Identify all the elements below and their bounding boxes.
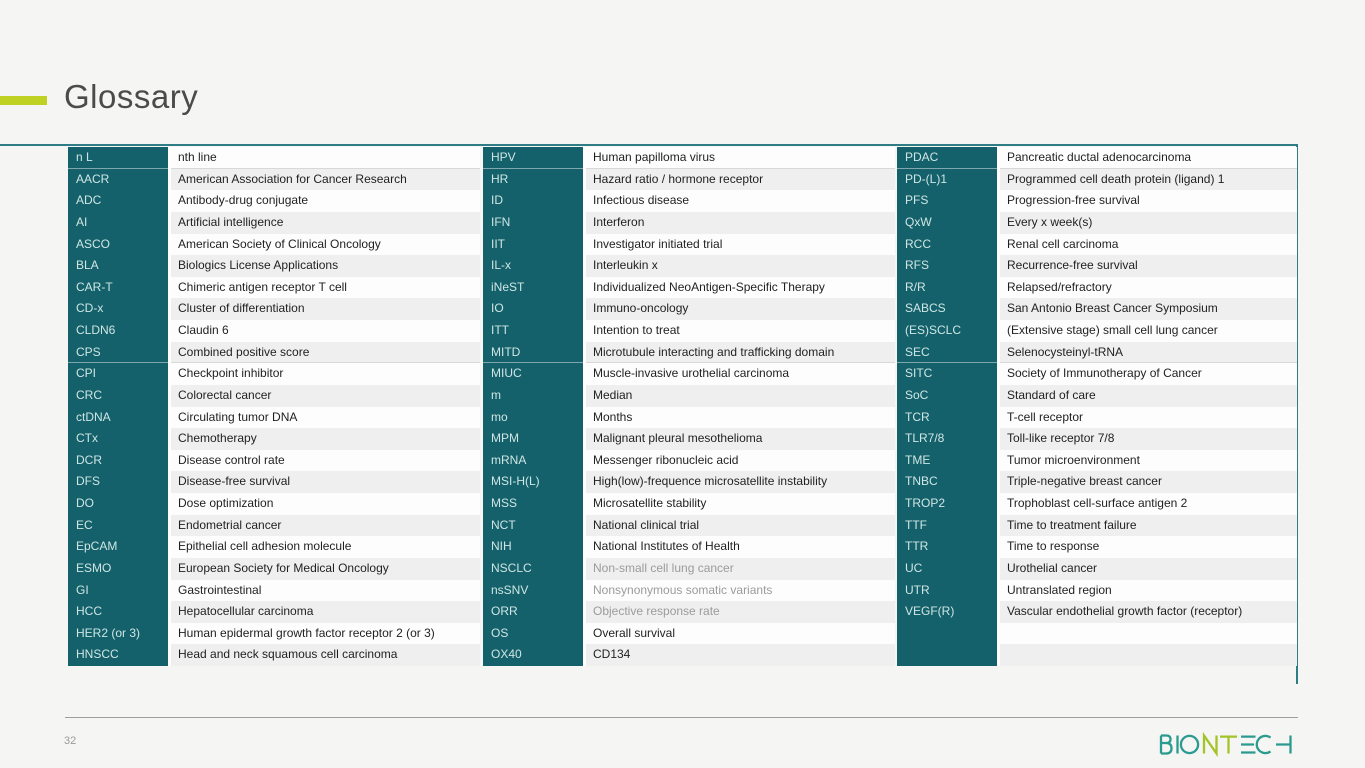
glossary-definition: Individualized NeoAntigen-Specific Therapy [586,277,895,299]
glossary-definition: American Society of Clinical Oncology [171,234,480,256]
glossary-abbr: EpCAM [68,536,168,558]
logo-letter-t [1220,737,1237,754]
glossary-abbr: nsSNV [483,580,583,602]
glossary-abbr: SEC [897,342,997,364]
glossary-abbr: TME [897,450,997,472]
glossary-row [483,623,895,645]
glossary-row [68,644,480,666]
glossary-row [483,536,895,558]
glossary-abbr: CRC [68,385,168,407]
glossary-definition: Urothelial cancer [1000,558,1297,580]
glossary-row [68,536,480,558]
glossary-abbr: NIH [483,536,583,558]
glossary-row [897,536,1297,558]
logo-letter-n [1204,736,1217,754]
glossary-abbr: IIT [483,234,583,256]
glossary-abbr: OS [483,623,583,645]
glossary-row [897,234,1297,256]
glossary-row [897,342,1297,364]
glossary-definition: Infectious disease [586,190,895,212]
glossary-row [897,169,1297,191]
glossary-definition: nth line [171,147,480,169]
glossary-definition: Time to treatment failure [1000,515,1297,537]
glossary-row [897,385,1297,407]
glossary-row [897,558,1297,580]
glossary-definition: Microsatellite stability [586,493,895,515]
glossary-row [897,493,1297,515]
glossary-definition: Months [586,407,895,429]
biontech-logo [1157,732,1298,757]
glossary-row [68,385,480,407]
glossary-definition: Circulating tumor DNA [171,407,480,429]
glossary-row [897,147,1297,169]
glossary-abbr: CAR-T [68,277,168,299]
glossary-definition: Antibody-drug conjugate [171,190,480,212]
glossary-definition: Colorectal cancer [171,385,480,407]
glossary-row [483,255,895,277]
glossary-row [68,580,480,602]
glossary-column-2 [483,147,895,666]
glossary-definition: Malignant pleural mesothelioma [586,428,895,450]
glossary-abbr: IO [483,298,583,320]
glossary-row [68,493,480,515]
glossary-definition: Relapsed/refractory [1000,277,1297,299]
glossary-definition: Objective response rate [586,601,895,623]
glossary-row [483,644,895,666]
glossary-abbr: BLA [68,255,168,277]
glossary-abbr: ESMO [68,558,168,580]
glossary-row [483,558,895,580]
slide-title: Glossary [64,78,199,115]
glossary-abbr [897,644,997,666]
glossary-row [897,644,1297,666]
glossary-abbr: MITD [483,342,583,364]
glossary-definition: San Antonio Breast Cancer Symposium [1000,298,1297,320]
glossary-abbr: DFS [68,471,168,493]
glossary-row [897,601,1297,623]
glossary-abbr: TLR7/8 [897,428,997,450]
glossary-row [897,298,1297,320]
glossary-column-1 [68,147,480,666]
glossary-abbr: HNSCC [68,644,168,666]
glossary-abbr: RFS [897,255,997,277]
glossary-definition: Investigator initiated trial [586,234,895,256]
glossary-definition: Artificial intelligence [171,212,480,234]
glossary-row [483,147,895,169]
glossary-abbr: SoC [897,385,997,407]
glossary-row [68,147,480,169]
glossary-row [483,234,895,256]
glossary-row [483,471,895,493]
glossary-row [68,363,480,385]
logo-letter-e [1241,737,1256,753]
glossary-definition: Chemotherapy [171,428,480,450]
glossary-definition: High(low)-frequence microsatellite instability [586,471,895,493]
glossary-definition: Trophoblast cell-surface antigen 2 [1000,493,1297,515]
glossary-abbr: ORR [483,601,583,623]
glossary-row [897,580,1297,602]
glossary-definition: Tumor microenvironment [1000,450,1297,472]
glossary-abbr: DO [68,493,168,515]
glossary-definition: Interleukin x [586,255,895,277]
glossary-abbr: AI [68,212,168,234]
glossary-abbr: TCR [897,407,997,429]
glossary-row [897,190,1297,212]
glossary-abbr: EC [68,515,168,537]
glossary-definition: Muscle-invasive urothelial carcinoma [586,363,895,385]
glossary-row [68,601,480,623]
glossary-abbr: PD-(L)1 [897,169,997,191]
glossary-abbr: NSCLC [483,558,583,580]
glossary-row [897,428,1297,450]
glossary-abbr: MSI-H(L) [483,471,583,493]
glossary-definition: Human epidermal growth factor receptor 2 (or 3) [171,623,480,645]
glossary-definition: Disease-free survival [171,471,480,493]
glossary-row [483,320,895,342]
footer-rule [65,717,1298,718]
glossary-definition: National clinical trial [586,515,895,537]
glossary-definition: Gastrointestinal [171,580,480,602]
logo-letter-c [1257,736,1271,753]
glossary-definition: Hepatocellular carcinoma [171,601,480,623]
glossary-row [68,212,480,234]
glossary-definition: Epithelial cell adhesion molecule [171,536,480,558]
glossary-abbr: VEGF(R) [897,601,997,623]
glossary-abbr: iNeST [483,277,583,299]
glossary-abbr: PDAC [897,147,997,169]
glossary-row [483,428,895,450]
glossary-abbr: CPI [68,363,168,385]
glossary-row [68,450,480,472]
glossary-definition: Non-small cell lung cancer [586,558,895,580]
glossary-row [483,190,895,212]
glossary-row [68,515,480,537]
page-number: 32 [64,735,77,747]
glossary-row [483,580,895,602]
glossary-abbr: CTx [68,428,168,450]
glossary-abbr: UTR [897,580,997,602]
glossary-row [68,277,480,299]
glossary-definition: Toll-like receptor 7/8 [1000,428,1297,450]
glossary-abbr: ctDNA [68,407,168,429]
glossary-abbr: R/R [897,277,997,299]
glossary-abbr: ITT [483,320,583,342]
glossary-definition: Nonsynonymous somatic variants [586,580,895,602]
glossary-abbr: UC [897,558,997,580]
glossary-row [483,515,895,537]
glossary-row [897,450,1297,472]
glossary-definition: Progression-free survival [1000,190,1297,212]
glossary-row [68,190,480,212]
glossary-definition: Combined positive score [171,342,480,364]
glossary-row [68,255,480,277]
glossary-definition: Endometrial cancer [171,515,480,537]
glossary-row [897,320,1297,342]
glossary-definition: Selenocysteinyl-tRNA [1000,342,1297,364]
glossary-row [483,169,895,191]
glossary-definition: Chimeric antigen receptor T cell [171,277,480,299]
glossary-row [68,342,480,364]
glossary-definition: T-cell receptor [1000,407,1297,429]
glossary-row [483,342,895,364]
glossary-definition: Messenger ribonucleic acid [586,450,895,472]
glossary-definition: Intention to treat [586,320,895,342]
glossary-row [68,234,480,256]
glossary-definition: Immuno-oncology [586,298,895,320]
glossary-definition: Pancreatic ductal adenocarcinoma [1000,147,1297,169]
glossary-row [897,407,1297,429]
glossary-abbr: ASCO [68,234,168,256]
glossary-abbr: mRNA [483,450,583,472]
glossary-definition: Overall survival [586,623,895,645]
glossary-abbr: MPM [483,428,583,450]
logo-letter-o [1181,736,1198,753]
glossary-definition: Recurrence-free survival [1000,255,1297,277]
glossary-definition [1000,623,1297,645]
glossary-definition: Biologics License Applications [171,255,480,277]
glossary-row [897,255,1297,277]
glossary-row [68,298,480,320]
glossary-definition: Claudin 6 [171,320,480,342]
glossary-definition: Interferon [586,212,895,234]
glossary-definition: Triple-negative breast cancer [1000,471,1297,493]
glossary-abbr: m [483,385,583,407]
glossary-abbr: SABCS [897,298,997,320]
glossary-row [897,363,1297,385]
table-top-rule [0,144,1298,146]
glossary-abbr: RCC [897,234,997,256]
glossary-row [897,212,1297,234]
glossary-definition: Programmed cell death protein (ligand) 1 [1000,169,1297,191]
logo-letter-h [1276,736,1291,754]
glossary-abbr: HER2 (or 3) [68,623,168,645]
glossary-definition: (Extensive stage) small cell lung cancer [1000,320,1297,342]
glossary-definition: CD134 [586,644,895,666]
glossary-abbr: CLDN6 [68,320,168,342]
glossary-definition: Every x week(s) [1000,212,1297,234]
glossary-definition: Dose optimization [171,493,480,515]
glossary-abbr: ADC [68,190,168,212]
logo-letter-b [1161,736,1172,754]
glossary-abbr: TTF [897,515,997,537]
glossary-definition: Hazard ratio / hormone receptor [586,169,895,191]
glossary-row [483,298,895,320]
glossary-definition: Standard of care [1000,385,1297,407]
glossary-abbr: CPS [68,342,168,364]
glossary-abbr: PFS [897,190,997,212]
glossary-definition: Median [586,385,895,407]
glossary-row [483,363,895,385]
glossary-row [483,212,895,234]
glossary-row [483,450,895,472]
glossary-abbr: mo [483,407,583,429]
glossary-definition: Society of Immunotherapy of Cancer [1000,363,1297,385]
glossary-row [68,169,480,191]
glossary-abbr: TTR [897,536,997,558]
glossary-abbr: QxW [897,212,997,234]
glossary-abbr: (ES)SCLC [897,320,997,342]
glossary-abbr: DCR [68,450,168,472]
glossary-abbr: ID [483,190,583,212]
glossary-definition: American Association for Cancer Research [171,169,480,191]
glossary-definition: Vascular endothelial growth factor (receptor) [1000,601,1297,623]
glossary-definition: Renal cell carcinoma [1000,234,1297,256]
title-accent-bar [0,96,47,105]
glossary-row [68,558,480,580]
glossary-row [897,515,1297,537]
glossary-abbr: NCT [483,515,583,537]
glossary-column-3 [897,147,1297,666]
glossary-abbr: n L [68,147,168,169]
glossary-row [897,277,1297,299]
glossary-row [68,623,480,645]
glossary-abbr: IL-x [483,255,583,277]
glossary-definition: Microtubule interacting and trafficking domain [586,342,895,364]
glossary-definition: National Institutes of Health [586,536,895,558]
glossary-row [483,385,895,407]
glossary-abbr: MSS [483,493,583,515]
glossary-abbr: HCC [68,601,168,623]
glossary-abbr: CD-x [68,298,168,320]
glossary-abbr: IFN [483,212,583,234]
glossary-abbr: AACR [68,169,168,191]
glossary-abbr: HR [483,169,583,191]
glossary-row [483,277,895,299]
glossary-definition: Head and neck squamous cell carcinoma [171,644,480,666]
glossary-abbr: HPV [483,147,583,169]
glossary-row [897,471,1297,493]
glossary-row [68,428,480,450]
glossary-abbr: TROP2 [897,493,997,515]
glossary-row [897,623,1297,645]
glossary-definition: Time to response [1000,536,1297,558]
glossary-abbr: SITC [897,363,997,385]
glossary-definition: European Society for Medical Oncology [171,558,480,580]
glossary-abbr: TNBC [897,471,997,493]
glossary-definition: Human papilloma virus [586,147,895,169]
glossary-definition: Untranslated region [1000,580,1297,602]
glossary-row [483,407,895,429]
glossary-row [68,471,480,493]
glossary-definition [1000,644,1297,666]
glossary-abbr: MIUC [483,363,583,385]
glossary-row [68,407,480,429]
glossary-definition: Disease control rate [171,450,480,472]
glossary-abbr: OX40 [483,644,583,666]
glossary-definition: Checkpoint inhibitor [171,363,480,385]
glossary-row [483,601,895,623]
glossary-row [68,320,480,342]
glossary-abbr [897,623,997,645]
glossary-abbr: GI [68,580,168,602]
glossary-row [483,493,895,515]
glossary-definition: Cluster of differentiation [171,298,480,320]
